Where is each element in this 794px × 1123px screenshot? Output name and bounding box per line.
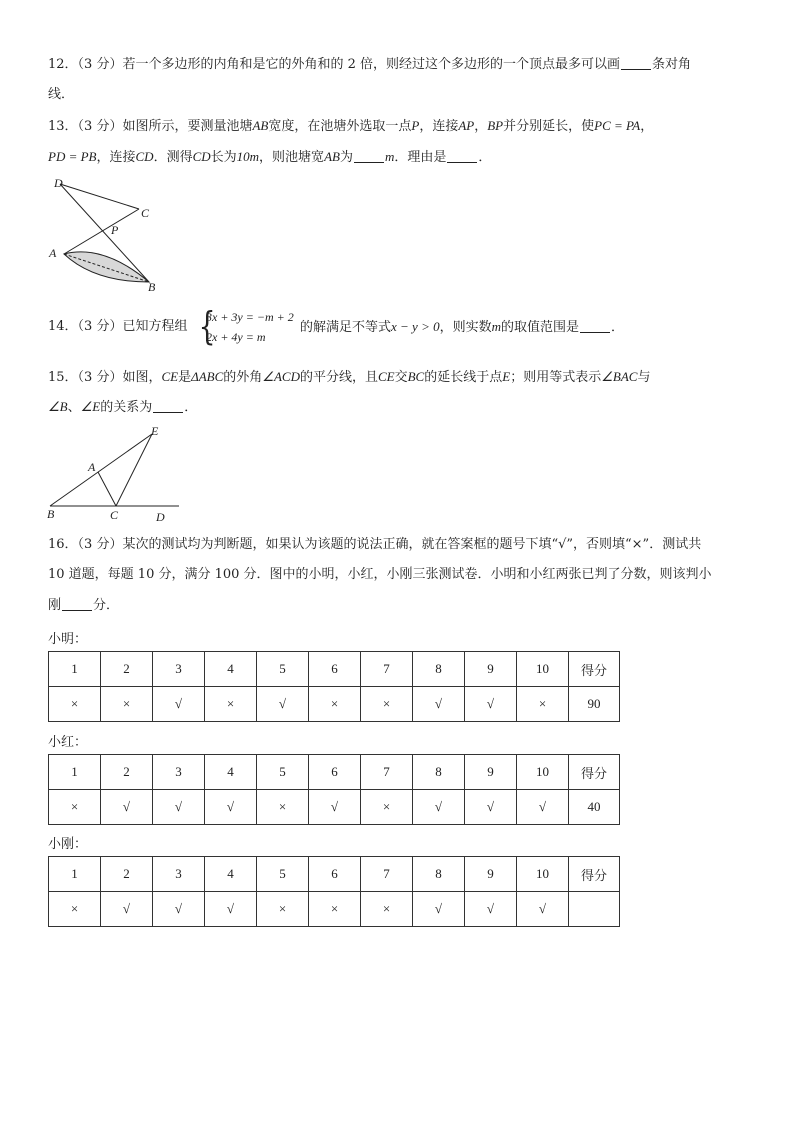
q16-line2: 10 道题，每题 10 分，满分 100 分．图中的小明，小红，小刚三张测试卷．小明和小红两张已判了分数，则该判小 xyxy=(48,567,712,582)
segment-be xyxy=(50,434,152,506)
table-label-xiaogang: 小刚： xyxy=(48,837,88,852)
equation-system xyxy=(195,304,303,348)
table-header-row: 1 2 3 4 5 6 7 8 9 10 得分 xyxy=(49,755,620,790)
q16-line3: 刚 分． xyxy=(48,598,120,613)
table-label-xiaohong: 小红： xyxy=(48,735,88,750)
label-p: P xyxy=(111,223,119,237)
score-table-xiaohong xyxy=(48,754,620,825)
label-d: D xyxy=(54,176,63,190)
table-header-row: 1 2 3 4 5 6 7 8 9 10 得分 xyxy=(49,652,620,687)
table-header-row: 1 2 3 4 5 6 7 8 9 10 得分 xyxy=(49,857,620,892)
label-c: C xyxy=(110,508,119,522)
q14-tail: 的解满足不等式x − y > 0，则实数m的取值范围是 ． xyxy=(300,319,625,335)
table-answer-row: × √ √ √ × × × √ √ √ xyxy=(49,892,620,927)
equation-2: 2x + 4y = m xyxy=(206,330,266,344)
label-a: A xyxy=(49,246,57,260)
answer-blank xyxy=(447,150,477,163)
answer-blank xyxy=(621,57,651,70)
q13-line2: PD = PB，连接CD．测得CD长为10m，则池塘宽AB为 m．理由是 ． xyxy=(48,149,492,165)
label-d: D xyxy=(156,510,165,524)
segment-ce xyxy=(116,434,152,506)
q12-line1: 12．（3 分）若一个多边形的内角和是它的外角和的 2 倍，则经过这个多边形的一个顶点最多可以画 条对角 xyxy=(48,57,691,72)
q15-line1: 15．（3 分）如图，CE是ΔABC的外角∠ACD的平分线，且CE交BC的延长线于点E；则用等式表示∠BAC与 xyxy=(48,369,651,385)
label-c: C xyxy=(141,206,150,220)
label-b: B xyxy=(47,507,55,521)
answer-blank xyxy=(62,598,92,611)
answer-blank xyxy=(153,400,183,413)
q14-prefix: 14．（3 分）已知方程组 xyxy=(48,319,188,334)
brace-icon: { xyxy=(198,304,216,348)
equation-1: 3x + 3y = −m + 2 xyxy=(206,310,294,324)
q16-line1: 16．（3 分）某次的测试均为判断题，如果认为该题的说法正确，就在答案框的题号下填“√”，否则填“×”．测试共 xyxy=(48,537,702,552)
label-e: E xyxy=(151,424,159,438)
table-answer-row: × √ √ √ × √ × √ √ √ 40 xyxy=(49,790,620,825)
table-label-xiaoming: 小明： xyxy=(48,632,88,647)
answer-blank xyxy=(354,150,384,163)
table-answer-row: × × √ × √ × × √ √ × 90 xyxy=(49,687,620,722)
score-cell-empty xyxy=(569,892,620,927)
segment-ac xyxy=(98,472,116,506)
pond-figure xyxy=(44,174,169,294)
triangle-figure xyxy=(44,424,184,524)
label-b: B xyxy=(148,280,156,294)
q12-line2: 线． xyxy=(48,87,75,102)
q15-line2: ∠B、∠E的关系为 ． xyxy=(48,399,198,415)
segment-ac xyxy=(64,209,139,254)
q13-line1: 13．（3 分）如图所示，要测量池塘AB宽度，在池塘外选取一点P，连接AP，BP并分别延长，使PC = PA， xyxy=(48,118,654,134)
score-table-xiaogang xyxy=(48,856,620,927)
answer-blank xyxy=(580,320,610,333)
score-table-xiaoming xyxy=(48,651,620,722)
label-a: A xyxy=(88,460,96,474)
